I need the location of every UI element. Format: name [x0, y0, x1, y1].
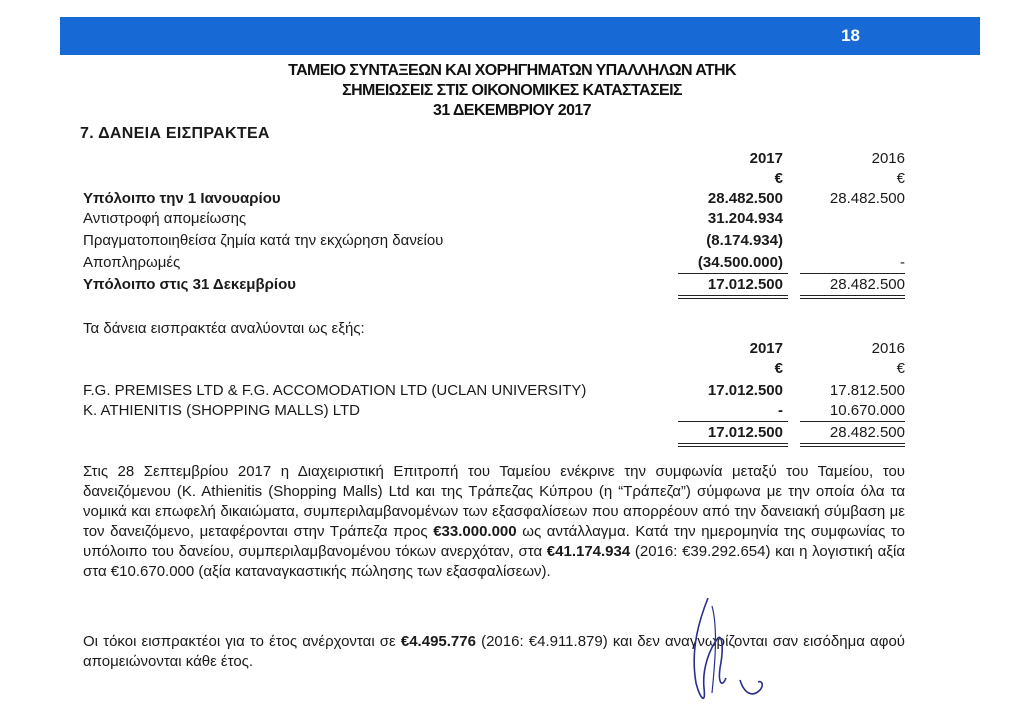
currency-2016: €: [896, 360, 905, 377]
row-label: K. ATHIENITIS (SHOPPING MALLS) LTD: [83, 402, 360, 419]
value-2017: 31.204.934: [707, 210, 783, 227]
table-header-currency: [83, 170, 905, 191]
agreement-paragraph: [83, 462, 905, 582]
table-row: [83, 382, 905, 403]
year-2016-header: 2016: [871, 150, 905, 167]
value-2017: 28.482.500: [707, 190, 783, 207]
row-label: Αντιστροφή απομείωσης: [83, 210, 247, 227]
currency-2017: €: [774, 360, 783, 377]
interest-paragraph: [83, 632, 905, 672]
currency-2016: €: [896, 170, 905, 187]
total-2016: 28.482.500: [829, 424, 905, 441]
value-2016: 28.482.500: [829, 276, 905, 293]
subtotal-rule-2016: [800, 421, 905, 422]
total-rule-2017: [678, 443, 788, 444]
total-double-rule-2017: [678, 298, 788, 299]
date-heading: 31 ΔΕΚΕΜΒΡΙΟΥ 2017: [433, 102, 591, 119]
row-label: F.G. PREMISES LTD & F.G. ACCOMODATION LTD (UCLAN UNIVERSITY): [83, 382, 587, 399]
table-row-total: [83, 276, 905, 297]
row-label: Υπόλοιπο την 1 Ιανουαρίου: [83, 190, 281, 207]
total-double-rule-2016: [800, 446, 905, 447]
value-2016: -: [900, 254, 905, 271]
section-title: 7. ΔΑΝΕΙΑ ΕΙΣΠΡΑΚΤΕΑ: [80, 125, 270, 142]
total-double-rule-2017: [678, 446, 788, 447]
header-banner: [60, 17, 980, 55]
total-rule-2016: [800, 443, 905, 444]
table-header-currency: [83, 360, 905, 381]
total-double-rule-2016: [800, 298, 905, 299]
interest-amount: €4.495.776: [400, 633, 476, 650]
table-row: [83, 210, 905, 231]
paragraph-text: ως αντάλλαγμα. Κατά την ημερομηνία της συμφωνίας το υπόλοιπο του δανείου, συμπεριλαμβανομένου τόκων ανερχόταν, στα: [83, 523, 905, 560]
page-number: 18: [841, 26, 860, 45]
table-header-years: [83, 150, 905, 171]
total-rule-2017: [678, 295, 788, 296]
currency-2017: €: [774, 170, 783, 187]
paragraph-text: Στις 28 Σεπτεμβρίου 2017 η Διαχειριστική Επιτροπή του Ταμείου ενέκρινε την συμφωνία μεταξύ του Ταμείου, του δανειζόμενου (K. Athienitis (Shopping Malls) Ltd και της Τράπεζας Κύπρου (η “Τράπεζα”) σύμφωνα με την οποία όλα τα νομικά και επωφελή δικαιώματα, συμπεριλαμβανομένων των εξασφαλίσεων που απορρέουν από την δανειακή σύμβαση με τον δανειζόμενο, μεταφέρονται στην Τράπεζα προς: [83, 463, 905, 540]
analysis-intro: [83, 320, 905, 341]
total-rule-2016: [800, 295, 905, 296]
row-label: Υπόλοιπο στις 31 Δεκεμβρίου: [83, 276, 296, 293]
value-2016: 17.812.500: [829, 382, 905, 399]
value-2017: 17.012.500: [707, 276, 783, 293]
value-2017: 17.012.500: [707, 382, 783, 399]
year-2017-header: 2017: [749, 150, 783, 167]
row-label: Πραγματοποιηθείσα ζημία κατά την εκχώρηση δανείου: [83, 232, 444, 249]
table-row: [83, 232, 905, 253]
value-2017: (34.500.000): [697, 254, 783, 271]
table-row: [83, 402, 905, 423]
year-2017-header: 2017: [749, 340, 783, 357]
value-2017: -: [778, 402, 783, 419]
table-row-total: [83, 424, 905, 445]
transfer-amount: €33.000.000: [433, 523, 517, 540]
table-header-years: [83, 340, 905, 361]
analysis-intro-text: Τα δάνεια εισπρακτέα αναλύονται ως εξής:: [83, 320, 365, 337]
year-2016-header: 2016: [871, 340, 905, 357]
value-2016: 28.482.500: [829, 190, 905, 207]
table-row: [83, 190, 905, 211]
subtotal-rule-2017: [678, 421, 788, 422]
value-2017: (8.174.934): [706, 232, 783, 249]
fund-name-heading: ΤΑΜΕΙΟ ΣΥΝΤΑΞΕΩΝ ΚΑΙ ΧΟΡΗΓΗΜΑΤΩΝ ΥΠΑΛΛΗΛΩΝ ΑΤΗΚ: [288, 62, 736, 79]
paragraph-text: (2016: €39.292.654) και η λογιστική αξία στα €10.670.000 (αξία καταναγκαστικής πώλησης των εξασφαλίσεων).: [83, 543, 906, 580]
table-row: [83, 254, 905, 275]
signature-icon: [660, 588, 780, 718]
row-label: Αποπληρωμές: [83, 254, 181, 271]
value-2016: 10.670.000: [829, 402, 905, 419]
subtotal-rule-2017: [678, 273, 788, 274]
subtotal-rule-2016: [800, 273, 905, 274]
notes-heading: ΣΗΜΕΙΩΣΕΙΣ ΣΤΙΣ ΟΙΚΟΝΟΜΙΚΕΣ ΚΑΤΑΣΤΑΣΕΙΣ: [342, 82, 682, 99]
paragraph-text: (2016: €4.911.879) και δεν αναγνωρίζονται σαν εισόδημα αφού απομειώνονται κάθε έτος.: [83, 633, 905, 670]
total-2017: 17.012.500: [707, 424, 783, 441]
paragraph-text: Οι τόκοι εισπρακτέοι για το έτος ανέρχονται σε: [83, 633, 401, 650]
loan-balance-amount: €41.174.934: [546, 543, 631, 560]
